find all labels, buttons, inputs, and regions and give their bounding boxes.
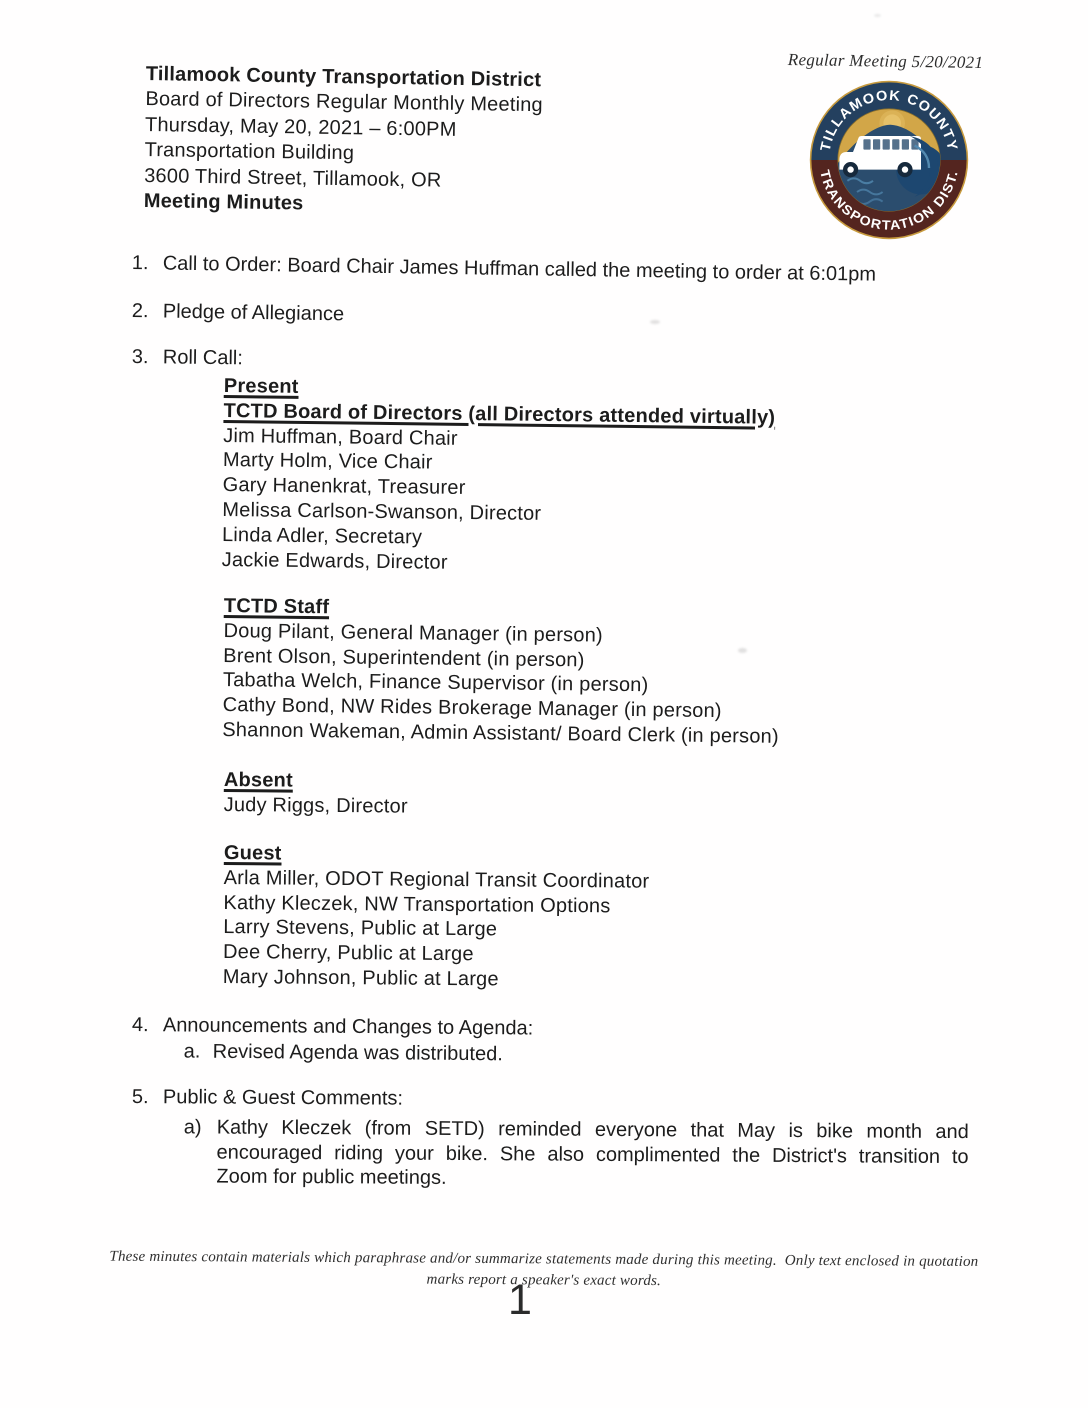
bus-seal-icon bbox=[806, 80, 972, 240]
roster-name: Cathy Bond, NW Rides Brokerage Manager (in person) bbox=[222, 694, 722, 723]
guest-heading: Guest bbox=[223, 841, 282, 865]
agenda-item-1 bbox=[132, 252, 982, 288]
footer-line: These minutes contain materials which paraphrase and/or summarize statements made during this meeting. Only text enclosed in quotation bbox=[109, 1248, 979, 1270]
roster-name: Judy Riggs, Director bbox=[223, 793, 408, 818]
roster-name: Brent Olson, Superintendent (in person) bbox=[223, 644, 585, 672]
doc-type: Meeting Minutes bbox=[143, 190, 304, 215]
roster-name: Jim Huffman, Board Chair bbox=[223, 424, 458, 450]
agenda-subitem-label: a) bbox=[183, 1116, 202, 1139]
board-heading: TCTD Board of Directors (all Directors attended virtually) bbox=[223, 399, 776, 429]
agenda-item-number: 4. bbox=[131, 1014, 149, 1037]
venue: Transportation Building bbox=[144, 139, 355, 165]
roster-name: Kathy Kleczek, NW Transportation Options bbox=[223, 891, 611, 917]
roster-name: Jackie Edwards, Director bbox=[221, 548, 448, 574]
agenda-subitem-text: Revised Agenda was distributed. bbox=[212, 1040, 503, 1066]
tctd-seal-logo bbox=[806, 80, 972, 240]
agenda-item-text: Call to Order: Board Chair James Huffman called the meeting to order at 6:01pm bbox=[162, 252, 877, 286]
roster-name: Mary Johnson, Public at Large bbox=[222, 965, 499, 991]
agenda-subitem-label: a. bbox=[183, 1040, 201, 1063]
agenda-item-text: Public & Guest Comments: bbox=[162, 1086, 404, 1110]
agenda-item-text: Announcements and Changes to Agenda: bbox=[162, 1014, 534, 1040]
roster-name: Marty Holm, Vice Chair bbox=[222, 449, 433, 474]
roster-name: Doug Pilant, General Manager (in person) bbox=[223, 619, 603, 647]
present-heading: Present bbox=[223, 374, 299, 398]
roster-name: Arla Miller, ODOT Regional Transit Coordinator bbox=[223, 866, 650, 893]
agenda-item-2 bbox=[132, 300, 982, 336]
roll-call-absent-block bbox=[224, 768, 408, 819]
address: 3600 Third Street, Tillamook, OR bbox=[144, 164, 442, 192]
agenda-item-5 bbox=[131, 1086, 982, 1194]
roster-name: Tabatha Welch, Finance Supervisor (in person) bbox=[222, 669, 649, 697]
roll-call-staff-block bbox=[222, 594, 780, 750]
staff-heading: TCTD Staff bbox=[223, 594, 330, 619]
agenda-item-text: Roll Call: bbox=[162, 346, 244, 370]
agenda-item-number: 5. bbox=[131, 1086, 149, 1109]
agenda-subitem-paragraph bbox=[183, 1115, 968, 1194]
paragraph-line: Kathy Kleczek (from SETD) reminded everyone that May is bike month and bbox=[216, 1116, 969, 1144]
roster-name: Shannon Wakeman, Admin Assistant/ Board Clerk (in person) bbox=[222, 718, 779, 748]
logo-top-text: TILLAMOOK COUNTY bbox=[816, 86, 962, 153]
handwritten-date-annotation: Regular Meeting 5/20/2021 bbox=[787, 50, 984, 73]
roster-name: Gary Hanenkrat, Treasurer bbox=[222, 474, 466, 500]
logo-bottom-text: TRANSPORTATION DIST. bbox=[817, 168, 961, 233]
scan-artifact bbox=[874, 14, 881, 17]
roll-call-guest-block bbox=[223, 841, 650, 993]
footer-line: marks report a speaker's exact words. bbox=[426, 1271, 662, 1290]
roll-call-present-block bbox=[222, 374, 776, 579]
paragraph-line: encouraged riding your bike. She also complimented the District's transition to bbox=[216, 1141, 969, 1168]
agenda-item-4 bbox=[132, 1014, 982, 1070]
page-number: 1 bbox=[508, 1276, 532, 1324]
agenda-item-number: 2. bbox=[131, 300, 149, 323]
agenda-item-text: Pledge of Allegiance bbox=[162, 300, 345, 326]
agenda-item-number: 3. bbox=[131, 346, 149, 369]
paragraph-line: Zoom for public meetings. bbox=[216, 1165, 447, 1190]
roster-name: Dee Cherry, Public at Large bbox=[222, 941, 474, 966]
meeting-datetime: Thursday, May 20, 2021 – 6:00PM bbox=[144, 113, 457, 141]
absent-heading: Absent bbox=[223, 768, 293, 792]
org-name: Tillamook County Transportation District bbox=[145, 62, 542, 92]
roster-name: Linda Adler, Secretary bbox=[221, 523, 423, 549]
roster-name: Larry Stevens, Public at Large bbox=[223, 916, 498, 941]
roster-name: Melissa Carlson-Swanson, Director bbox=[222, 498, 542, 525]
agenda-item-number: 1. bbox=[131, 252, 149, 275]
header-block bbox=[144, 62, 544, 221]
meeting-title: Board of Directors Regular Monthly Meeting bbox=[145, 88, 544, 117]
